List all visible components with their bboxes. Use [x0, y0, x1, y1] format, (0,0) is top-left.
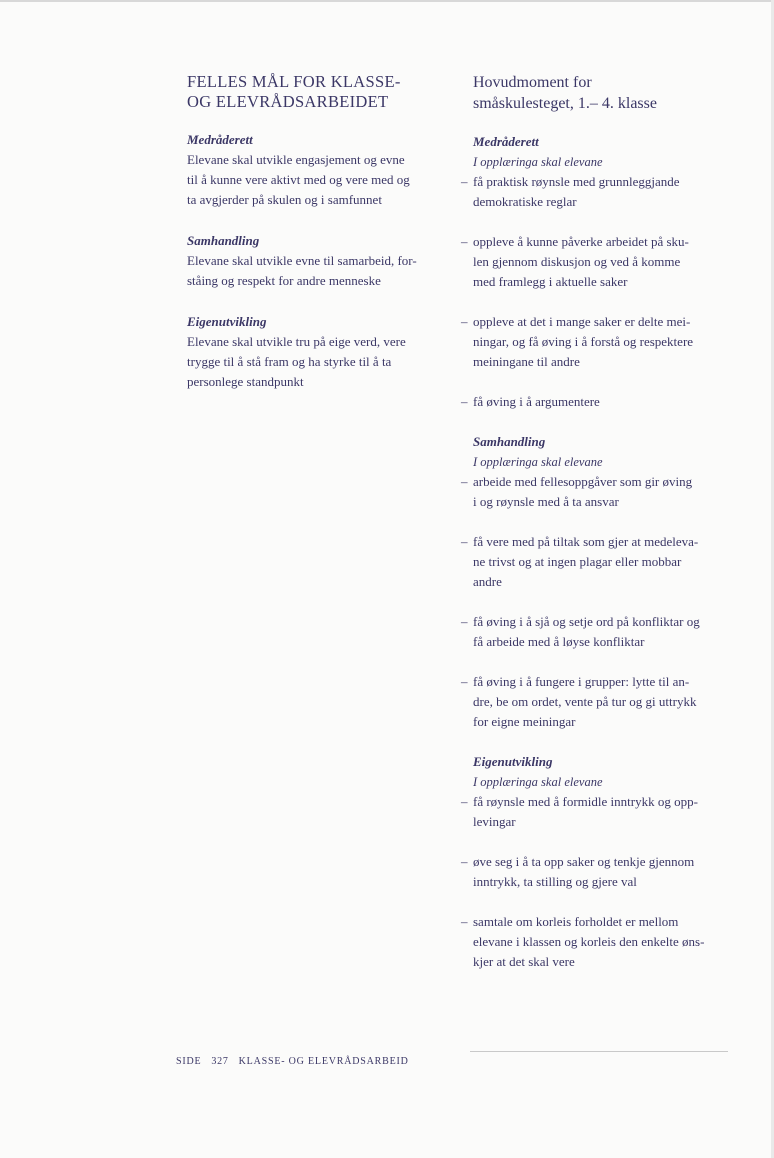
- list-dash: –: [461, 394, 468, 409]
- list-dash: –: [461, 914, 468, 929]
- list-item: – få røynsle med å formidle inntrykk og opp- levingar: [461, 794, 698, 829]
- section-heading: Eigenutvikling: [473, 754, 553, 769]
- section-text: Elevane skal utvikle evne til samarbeid, for- ståing og respekt for andre menneske: [187, 253, 417, 288]
- moment-section-samhandling: [458, 432, 733, 732]
- list-dash: –: [461, 794, 468, 809]
- section-heading: Medråderett: [187, 132, 253, 147]
- moment-section-eigenutvikling: [458, 752, 733, 972]
- section-heading: Samhandling: [187, 233, 260, 248]
- list-item: – få øving i å argumentere: [458, 392, 733, 412]
- left-title: FELLES MÅL FOR KLASSE- OG ELEVRÅDSARBEIDET: [187, 72, 401, 111]
- list-item: – oppleve å kunne påverke arbeidet på sku- len gjennom diskusjon og ved å komme med framlegg i aktuelle saker: [461, 234, 689, 289]
- footer-section-title: KLASSE- OG ELEVRÅDSARBEID: [238, 1056, 409, 1067]
- list-item: – øve seg i å ta opp saker og tenkje gjennom inntrykk, ta stilling og gjere val: [461, 854, 695, 889]
- list-item: – samtale om korleis forholdet er mellom elevane i klassen og korleis den enkelte øns- kjer at det skal vere: [461, 914, 705, 969]
- goal-section-medraderett: [187, 130, 445, 210]
- list-item: – arbeide med fellesoppgåver som gir øving i og røynsle med å ta ansvar: [461, 474, 693, 509]
- list-item: – få øving i å sjå og setje ord på konfliktar og få arbeide med å løyse konfliktar: [461, 614, 700, 649]
- list-item: – få vere med på tiltak som gjer at medeleva- ne trivst og at ingen plagar eller mobbar andre: [461, 534, 699, 589]
- moment-section-medraderett: [458, 132, 733, 412]
- list-dash: –: [461, 314, 468, 329]
- footer-rule: [470, 1051, 728, 1052]
- list-item: – få øving i å fungere i grupper: lytte til an- dre, be om ordet, vente på tur og gi uttrykk for eigne meiningar: [461, 674, 697, 729]
- list-dash: –: [461, 234, 468, 249]
- section-intro: I opplæringa skal elevane: [473, 455, 603, 469]
- left-column: [187, 72, 445, 413]
- right-title: Hovudmoment for småskulesteget, 1.– 4. klasse: [473, 74, 657, 112]
- list-dash: –: [461, 614, 468, 629]
- page-number: 327: [211, 1056, 229, 1067]
- top-edge: [0, 0, 774, 2]
- list-dash: –: [461, 534, 468, 549]
- section-text: Elevane skal utvikle engasjement og evne til å kunne vere aktivt med og vere med og ta avgjerder på skulen og i samfunnet: [187, 152, 410, 207]
- list-dash: –: [461, 854, 468, 869]
- page-footer: [176, 1056, 409, 1067]
- section-intro: I opplæringa skal elevane: [473, 155, 603, 169]
- list-item: – oppleve at det i mange saker er delte mei- ningar, og få øving i å forstå og respektere meiningane til andre: [461, 314, 694, 369]
- section-heading: Eigenutvikling: [187, 314, 267, 329]
- right-column: [458, 72, 733, 992]
- list-dash: –: [461, 674, 468, 689]
- section-heading: Medråderett: [473, 134, 539, 149]
- footer-side-label: SIDE: [176, 1056, 202, 1067]
- section-text: Elevane skal utvikle tru på eige verd, vere trygge til å stå fram og ha styrke til å ta personlege standpunkt: [187, 334, 406, 389]
- list-dash: –: [461, 174, 468, 189]
- list-dash: –: [461, 474, 468, 489]
- goal-section-eigenutvikling: [187, 312, 445, 392]
- section-intro: I opplæringa skal elevane: [473, 775, 603, 789]
- section-heading: Samhandling: [473, 434, 546, 449]
- goal-section-samhandling: [187, 231, 445, 291]
- list-item: – få praktisk røynsle med grunnleggjande demokratiske reglar: [461, 174, 680, 209]
